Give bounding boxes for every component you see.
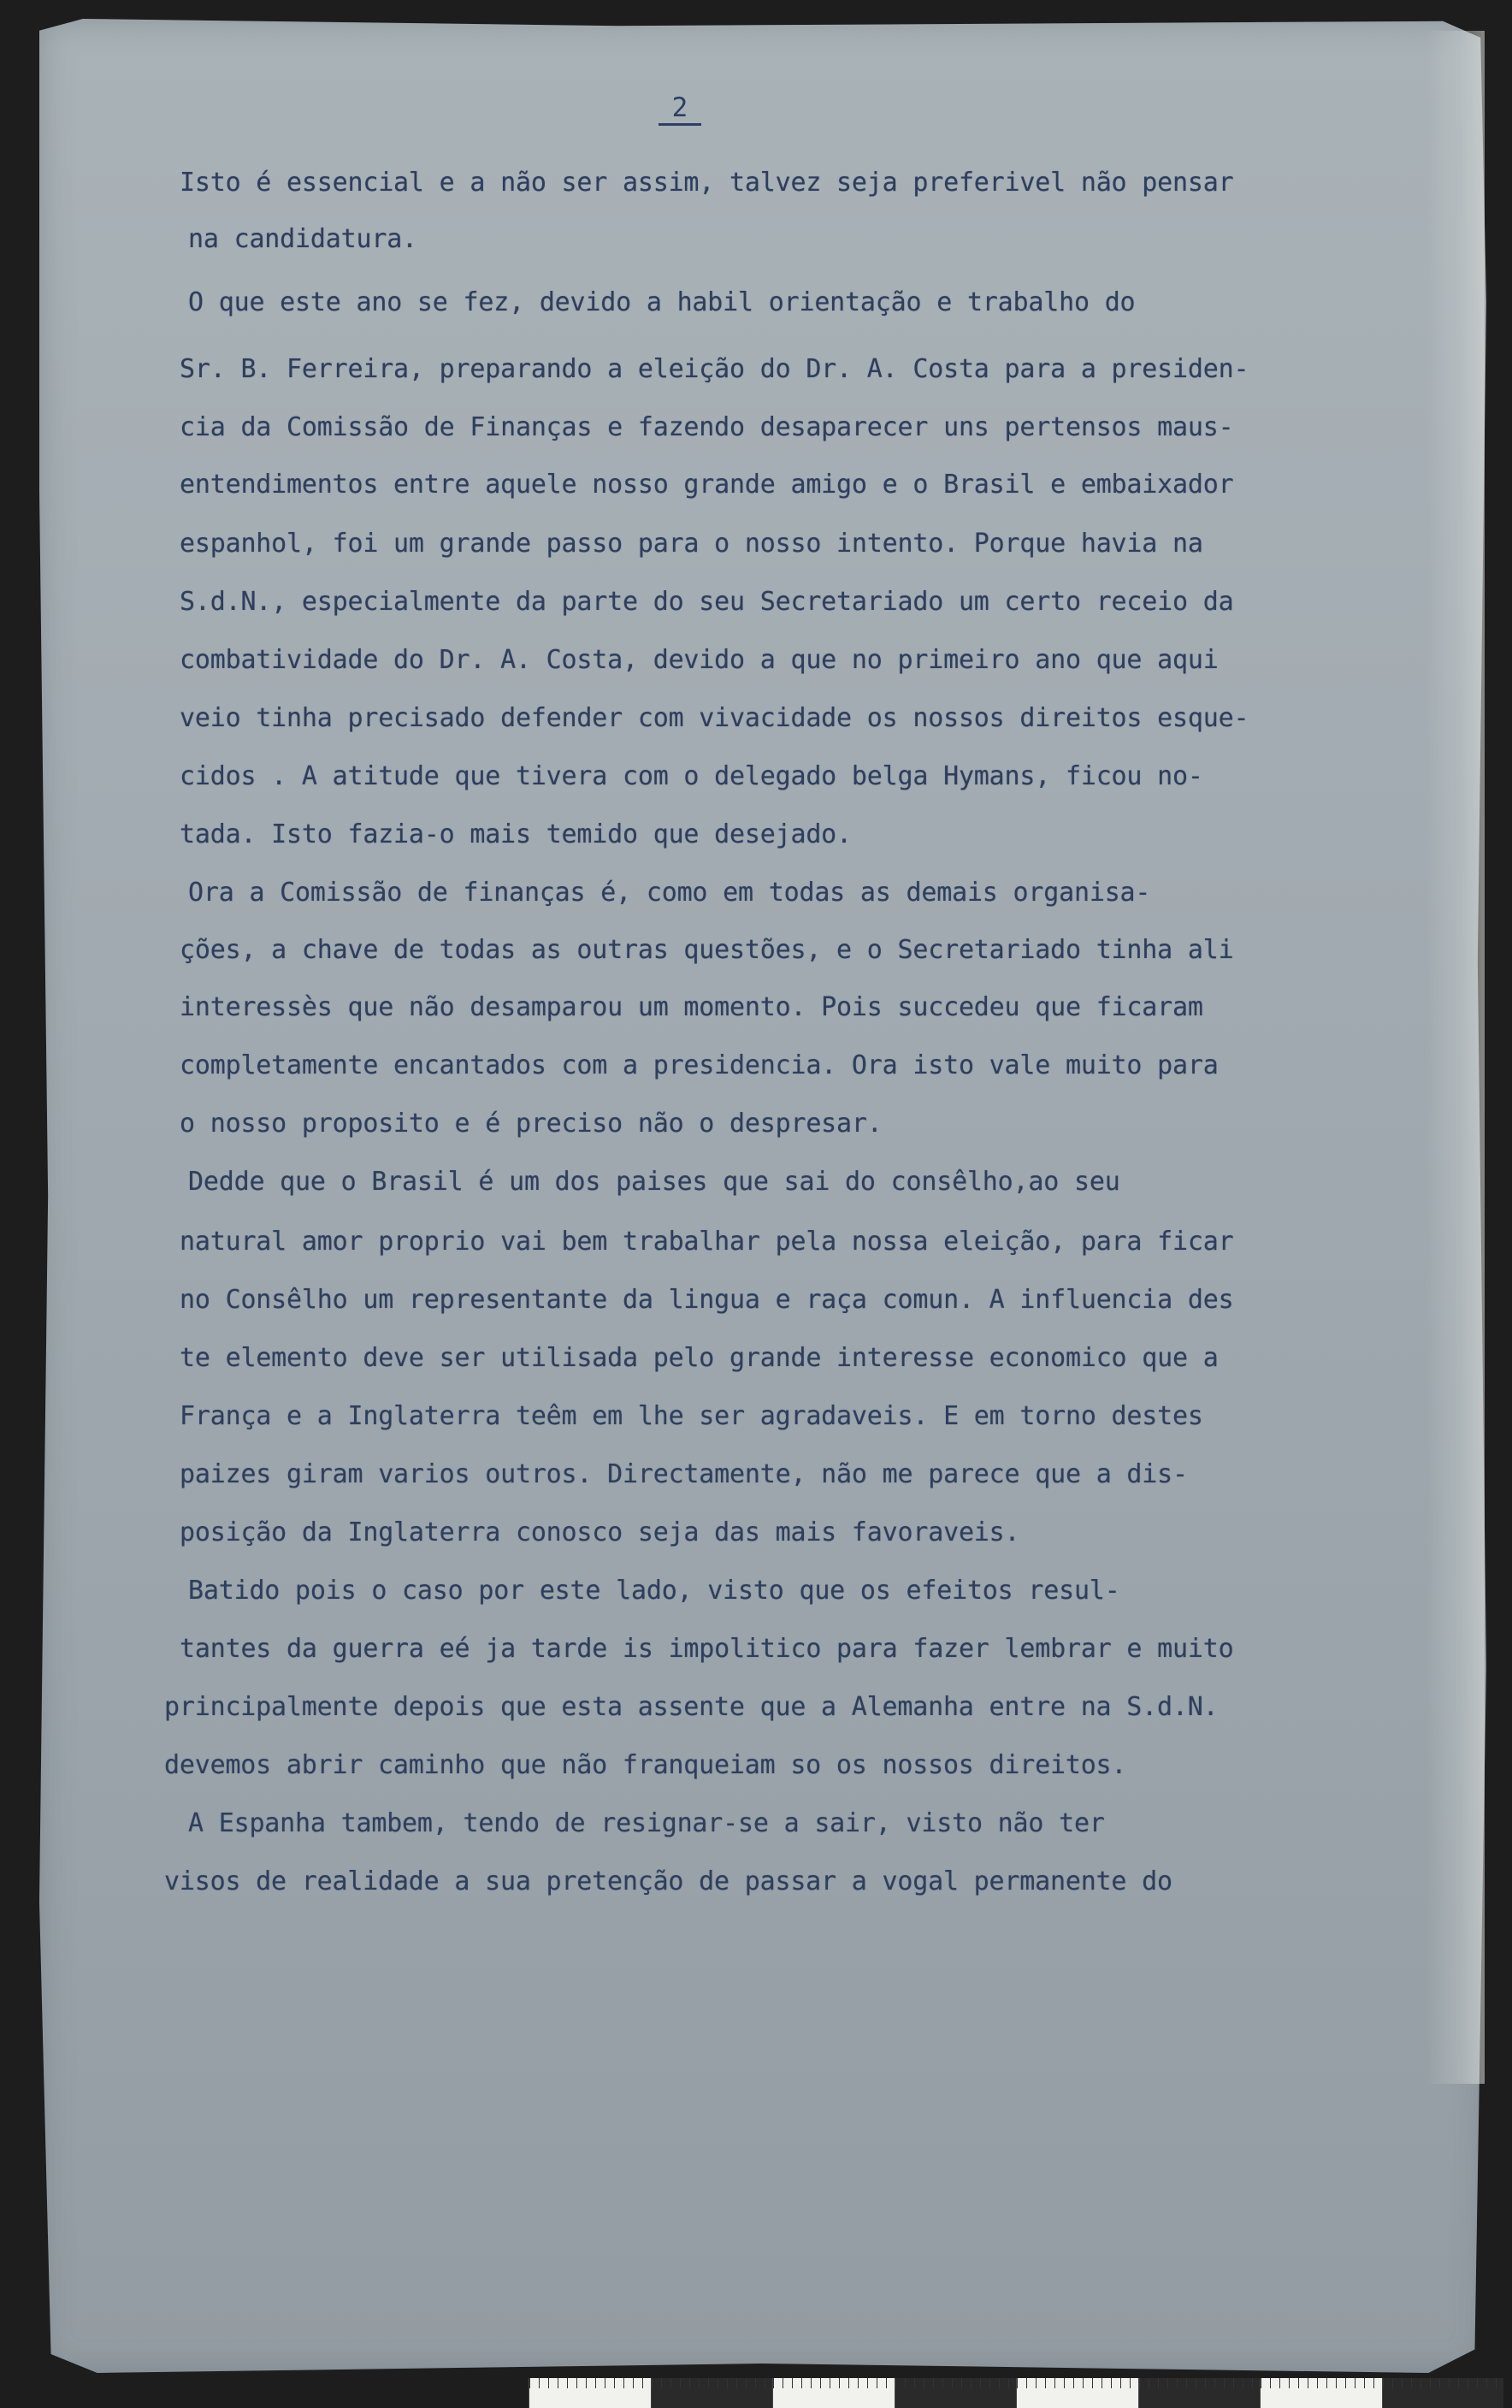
ruler-segment (895, 2378, 1017, 2408)
text-line: Isto é essencial e a não ser assim, talvez seja preferivel não pensar (180, 168, 1234, 198)
text-line: A Espanha tambem, tendo de resignar-se a sair, visto não ter (188, 1808, 1105, 1838)
text-line: S.d.N., especialmente da parte do seu Secretariado um certo receio da (180, 587, 1234, 617)
text-line: O que este ano se fez, devido a habil orientação e trabalho do (188, 287, 1136, 317)
text-line: principalmente depois que esta assente que a Alemanha entre na S.d.N. (164, 1692, 1219, 1722)
text-line: te elemento deve ser utilisada pelo grande interesse economico que a (180, 1343, 1219, 1373)
text-line: espanhol, foi um grande passo para o nosso intento. Porque havia na (180, 529, 1203, 559)
text-line: tada. Isto fazia-o mais temido que desejado. (180, 819, 852, 849)
ruler-segment (529, 2378, 651, 2408)
text-line: França e a Inglaterra teêm em lhe ser agradaveis. E em torno destes (180, 1401, 1203, 1431)
text-line: Batido pois o caso por este lado, visto que os efeitos resul- (188, 1576, 1120, 1606)
text-line: o nosso proposito e é preciso não o despresar. (180, 1109, 883, 1139)
text-line: combatividade do Dr. A. Costa, devido a que no primeiro ano que aqui (180, 645, 1219, 675)
text-line: devemos abrir caminho que não franqueiam so os nossos direitos. (164, 1750, 1127, 1780)
text-line: Ora a Comissão de finanças é, como em todas as demais organisa- (188, 878, 1151, 908)
ruler-segment (1260, 2378, 1382, 2408)
ruler-segment (1382, 2378, 1504, 2408)
page-number: 2 (659, 92, 701, 126)
text-line: posição da Inglaterra conosco seja das mais favoraveis. (180, 1518, 1020, 1547)
text-line: cidos . A atitude que tivera com o delegado belga Hymans, ficou no- (180, 761, 1203, 791)
text-line: Dedde que o Brasil é um dos paises que sai do consêlho,ao seu (188, 1167, 1120, 1197)
text-line: completamente encantados com a presidencia. Ora isto vale muito para (180, 1050, 1219, 1080)
text-line: ções, a chave de todas as outras questões, e o Secretariado tinha ali (180, 935, 1234, 965)
text-line: visos de realidade a sua pretenção de passar a vogal permanente do (164, 1867, 1172, 1896)
text-line: tantes da guerra eé ja tarde is impolitico para fazer lembrar e muito (180, 1634, 1234, 1664)
paper-edge (1426, 31, 1485, 2084)
text-line: Sr. B. Ferreira, preparando a eleição do Dr. A. Costa para a presiden- (180, 354, 1249, 384)
text-line: na candidatura. (188, 224, 417, 254)
text-line: cia da Comissão de Finanças e fazendo desaparecer uns pertensos maus- (180, 412, 1234, 442)
text-line: no Consêlho um representante da lingua e raça comun. A influencia des (180, 1285, 1234, 1315)
scale-ruler (529, 2378, 1503, 2408)
ruler-segment (1016, 2378, 1138, 2408)
ruler-segment (651, 2378, 773, 2408)
ruler-segment (772, 2378, 895, 2408)
text-line: interessès que não desamparou um momento. Pois succedeu que ficaram (180, 992, 1203, 1022)
text-line: entendimentos entre aquele nosso grande amigo e o Brasil e embaixador (180, 470, 1234, 500)
text-line: veio tinha precisado defender com vivacidade os nossos direitos esque- (180, 703, 1249, 733)
ruler-segment (1138, 2378, 1261, 2408)
text-line: paizes giram varios outros. Directamente, não me parece que a dis- (180, 1459, 1188, 1489)
text-line: natural amor proprio vai bem trabalhar pela nossa eleição, para ficar (180, 1227, 1234, 1257)
